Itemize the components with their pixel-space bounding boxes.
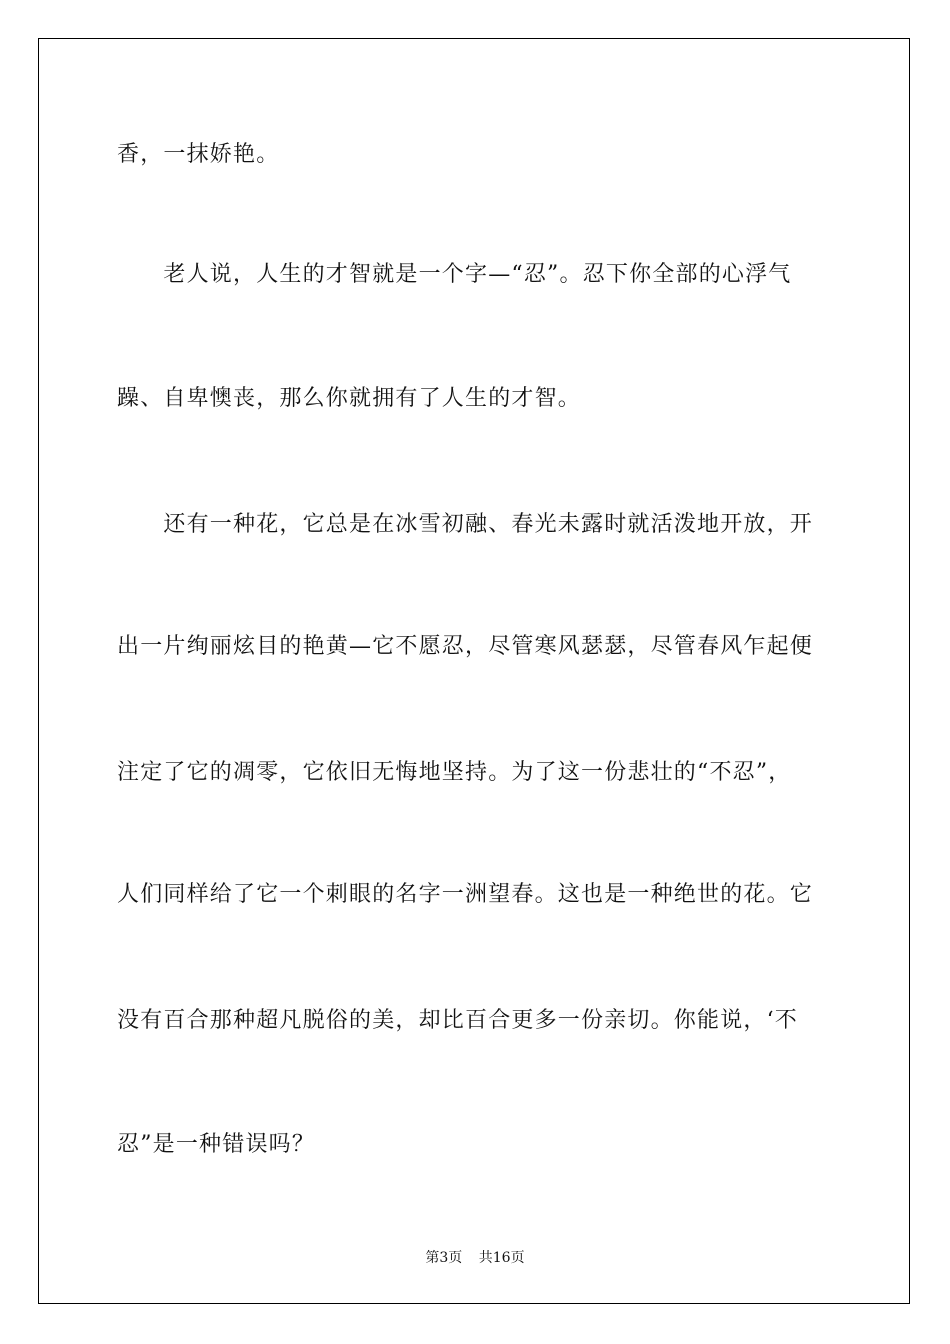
text-line-9: 忍”是一种错误吗？ [117,1132,316,1157]
text-line-5: 出一片绚丽炫目的艳黄—它不愿忍，尽管寒风瑟瑟，尽管春风乍起便 [117,634,814,659]
text-line-2: 老人说，人生的才智就是一个字—“忍”。忍下你全部的心浮气 [117,262,792,287]
text-line-1: 香，一抹娇艳。 [117,142,280,167]
text-line-3: 躁、自卑懊丧，那么你就拥有了人生的才智。 [117,386,582,411]
text-line-8: 没有百合那种超凡脱俗的美，却比百合更多一份亲切。你能说，‘不 [117,1008,798,1033]
text-line-6: 注定了它的凋零，它依旧无悔地坚持。为了这一份悲壮的“不忍”， [117,760,792,785]
page-total: 共16页 [478,1250,525,1266]
text-line-4: 还有一种花，它总是在冰雪初融、春光未露时就活泼地开放，开 [117,512,814,537]
page-footer [0,1248,950,1268]
page-number: 第3页 [425,1250,463,1266]
page-border [38,38,910,1304]
text-line-7: 人们同样给了它一个刺眼的名字一洲望春。这也是一种绝世的花。它 [117,882,814,907]
